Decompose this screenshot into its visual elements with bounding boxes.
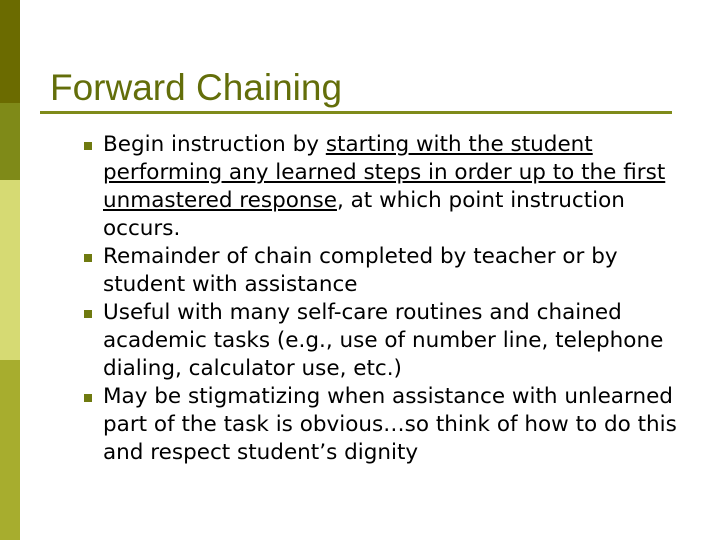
underlined-text-segment: starting with the student performing any learned steps in order up to the first unmastered response	[103, 132, 666, 213]
bullet-item	[84, 299, 704, 383]
bullet-text-segment: Useful with many self-care routines and chained academic tasks (e.g., use of number line, telephone dialing, calculator use, etc.)	[103, 300, 664, 381]
bullet-text-segment: , at which point instruction occurs.	[103, 188, 625, 241]
bullet-item	[84, 383, 704, 467]
sidebar-segment	[0, 180, 20, 360]
sidebar-stripe	[0, 0, 20, 540]
bullet-list	[84, 131, 704, 467]
square-bullet-icon	[84, 254, 92, 262]
sidebar-segment	[0, 0, 20, 103]
bullet-text-segment: Begin instruction by	[103, 132, 326, 157]
bullet-text	[103, 131, 704, 243]
bullet-text-segment: May be stigmatizing when assistance with unlearned part of the task is obvious…so think of how to do this and respect student’s dignity	[103, 384, 677, 465]
bullet-text	[103, 299, 704, 383]
square-bullet-icon	[84, 394, 92, 402]
bullet-item	[84, 131, 704, 243]
bullet-text	[103, 383, 704, 467]
bullet-item	[84, 243, 704, 299]
sidebar-segment	[0, 360, 20, 540]
square-bullet-icon	[84, 310, 92, 318]
bullet-text	[103, 243, 704, 299]
title-underline-rule	[40, 111, 672, 114]
bullet-text-segment: Remainder of chain completed by teacher or by student with assistance	[103, 244, 618, 297]
slide-title: Forward Chaining	[50, 67, 343, 108]
square-bullet-icon	[84, 142, 92, 150]
sidebar-segment	[0, 103, 20, 180]
